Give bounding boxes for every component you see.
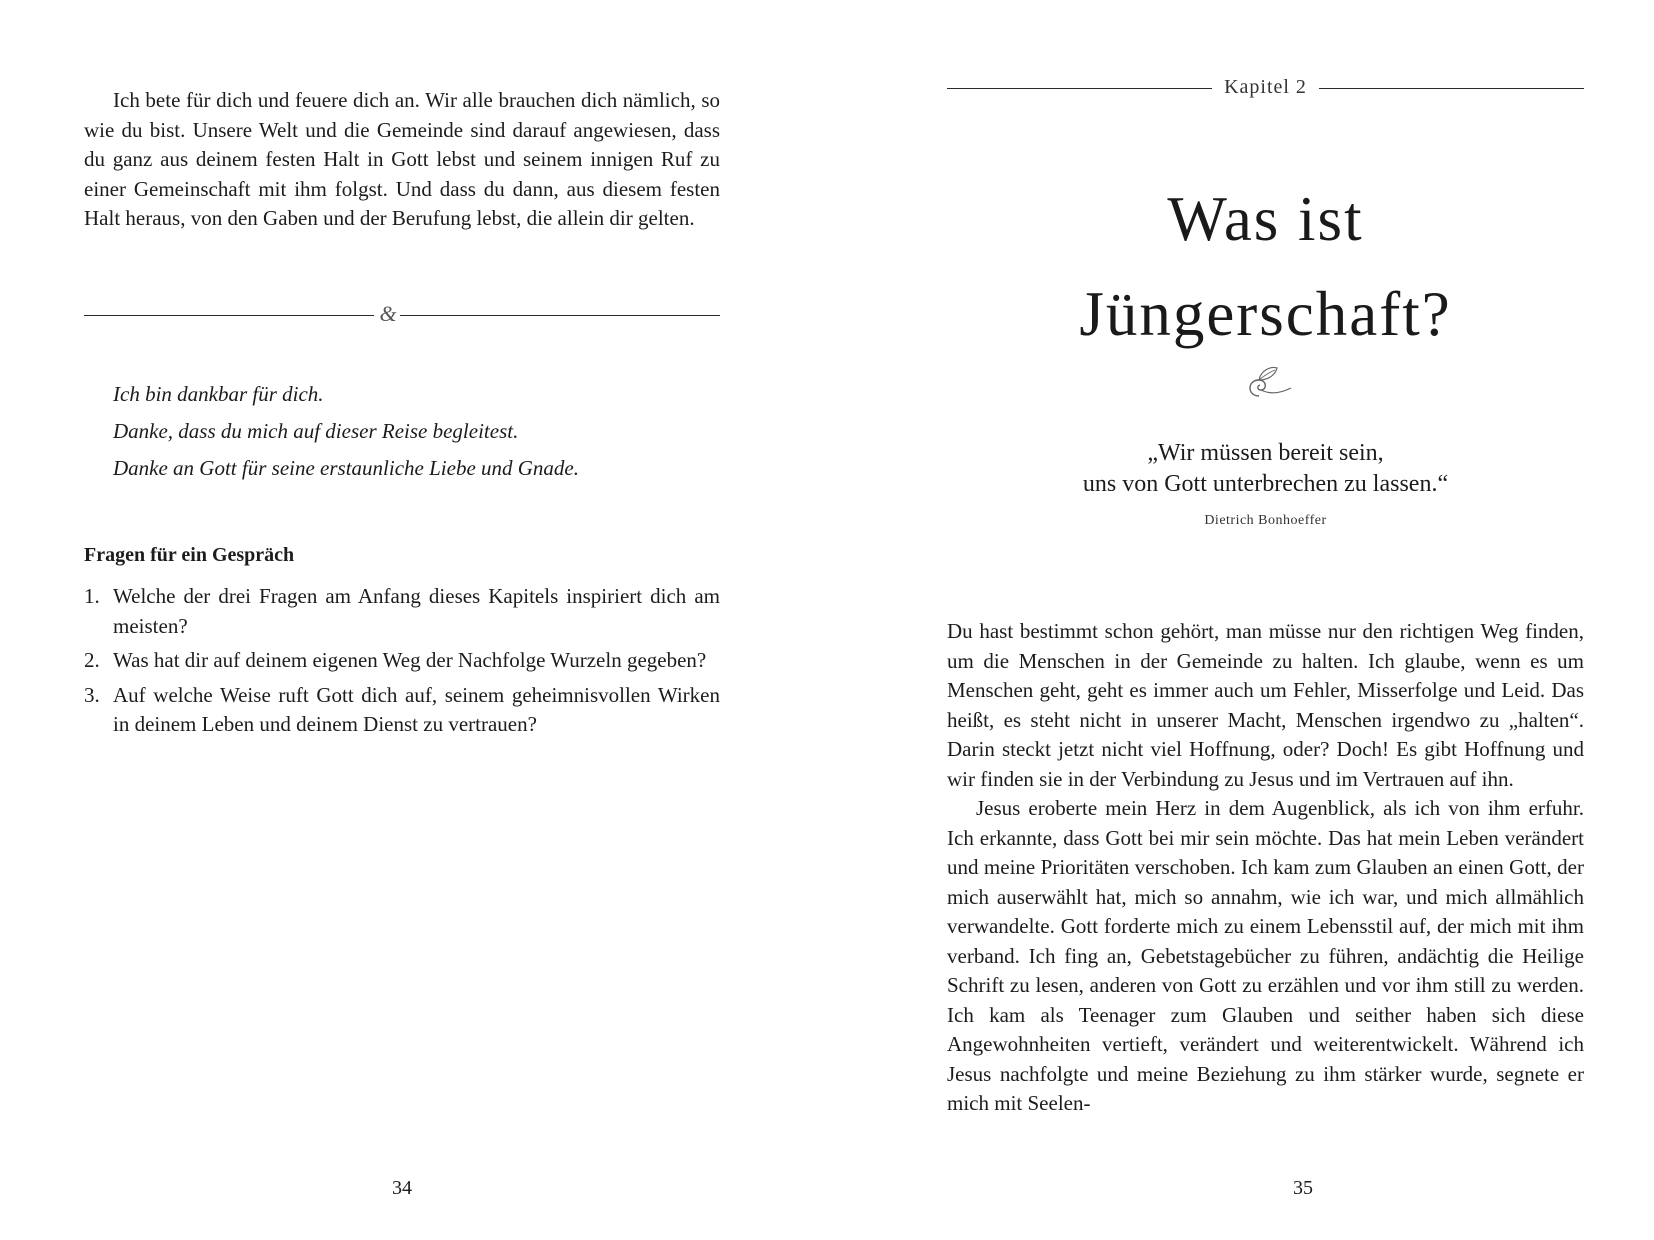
chapter-label: Kapitel 2 <box>1224 76 1307 98</box>
prayer-line: Ich bin dankbar für dich. <box>113 382 324 406</box>
section-divider <box>84 301 720 326</box>
leaf-flourish-icon <box>1239 358 1299 408</box>
question-text: Was hat dir auf deinem eigenen Weg der Nachfolge Wurzeln gegeben? <box>113 648 707 672</box>
question-item <box>84 582 720 641</box>
divider-line-left <box>84 315 374 316</box>
prayer-line: Danke, dass du mich auf dieser Reise begleitest. <box>113 419 519 443</box>
epigraph-quote <box>947 438 1584 500</box>
prayer-line: Danke an Gott für seine erstaunliche Liebe und Gnade. <box>113 456 579 480</box>
question-item <box>84 646 720 676</box>
chapter-body <box>947 617 1584 1119</box>
ampersand-ornament-icon: & <box>379 301 397 326</box>
chapter-rule-right <box>1319 88 1584 89</box>
question-text: Welche der drei Fragen am Anfang dieses Kapitels inspiriert dich am meisten? <box>113 584 720 638</box>
chapter-header <box>947 76 1584 102</box>
chapter-title-line: Jüngerschaft? <box>1079 279 1452 349</box>
divider-line-right <box>400 315 720 316</box>
right-page <box>827 0 1654 1240</box>
page-number: 35 <box>1293 1177 1313 1199</box>
question-number: 3. <box>84 682 100 707</box>
question-text: Auf welche Weise ruft Gott dich auf, seinem geheimnisvollen Wirken in deinem Leben und deinem Dienst zu vertrauen? <box>113 682 720 736</box>
question-number: 2. <box>84 648 100 672</box>
prayer-block <box>113 376 720 487</box>
chapter-rule-left <box>947 88 1212 89</box>
epigraph-author: Dietrich Bonhoeffer <box>1204 513 1327 528</box>
questions-list <box>84 582 720 745</box>
body-paragraph: Jesus eroberte mein Herz in dem Augenblick, als ich von ihm erfuhr. Ich erkannte, dass Gott bei mir sein möchte. Das hat mein Leben verändert und meine Prioritäten verschoben. Ich kam zum Glauben an einen Gott, der mich auserwählt hat, mich so annahm, wie ich war, und mich allmählich verwandelte. Gott forderte mich zu einem Lebensstil auf, der mich mit ihm verband. Ich fing an, Gebetstagebücher zu führen, andächtig die Heilige Schrift zu lesen, anderen von Gott zu erzählen und vor ihm still zu werden. Ich kam als Teenager zum Glauben und seither haben sich diese Angewohnheiten vertieft, verändert und weiterentwickelt. Während ich Jesus nachfolgte und meine Beziehung zu ihm stärker wurde, segnete er mich mit Seelen- <box>947 796 1584 1115</box>
question-item <box>84 681 720 740</box>
questions-heading: Fragen für ein Gespräch <box>84 544 295 566</box>
epigraph-line: uns von Gott unterbrechen zu lassen.“ <box>1082 471 1449 497</box>
chapter-title-line: Was ist <box>1167 184 1364 254</box>
chapter-title <box>947 172 1584 362</box>
body-paragraph: Du hast bestimmt schon gehört, man müsse nur den richtigen Weg finden, um die Menschen in der Gemeinde zu halten. Ich glaube, wenn es um Menschen geht, geht es immer auch um Fehler, Misserfolge und Leid. Das heißt, es steht nicht in unserer Macht, Menschen irgendwo zu „halten“. Darin steckt jetzt nicht viel Hoffnung, oder? Doch! Es gibt Hoffnung und wir finden sie in der Verbindung zu Jesus und im Vertrauen auf ihn. <box>947 619 1584 791</box>
page-number: 34 <box>392 1177 412 1199</box>
intro-paragraph: Ich bete für dich und feuere dich an. Wir alle brauchen dich nämlich, so wie du bist. Unsere Welt und die Gemeinde sind darauf angewiesen, dass du ganz aus deinem festen Halt in Gott lebst und seinem innigen Ruf zu einer Gemeinschaft mit ihm folgst. Und dass du dann, aus diesem festen Halt heraus, von den Gaben und der Berufung lebst, die allein dir gelten. <box>84 88 720 230</box>
epigraph-line: „Wir müssen bereit sein, <box>1147 440 1384 466</box>
question-number: 1. <box>84 584 100 608</box>
